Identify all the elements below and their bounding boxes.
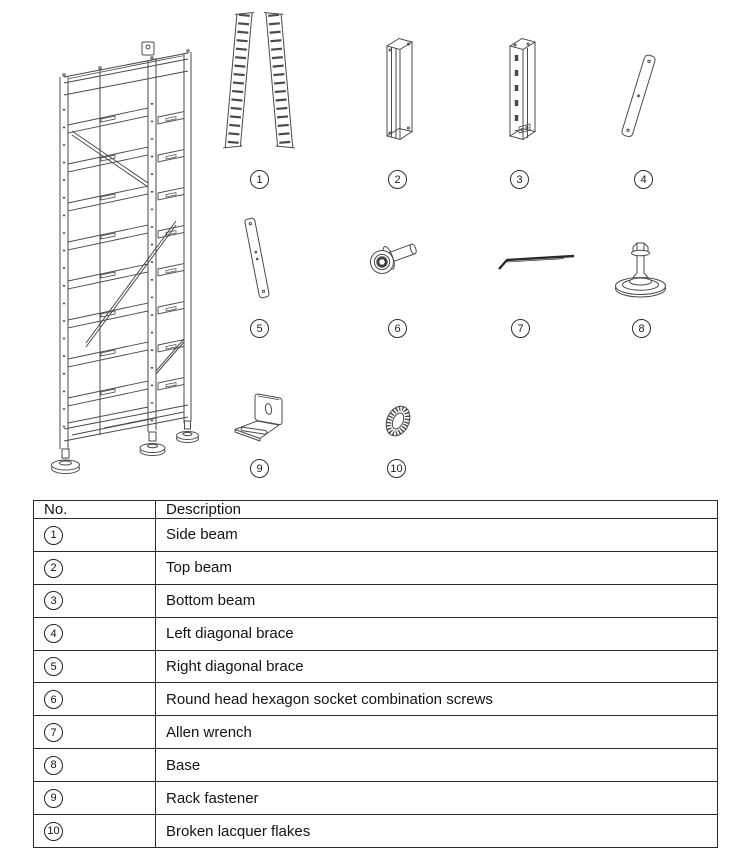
side-beam-drawing bbox=[220, 8, 298, 160]
row-description-cell: Bottom beam bbox=[156, 584, 718, 617]
table-row bbox=[34, 749, 718, 782]
col-header-no: No. bbox=[34, 501, 156, 519]
row-no-cell bbox=[34, 551, 156, 584]
row-description-cell: Base bbox=[156, 749, 718, 782]
row-number-badge: 3 bbox=[44, 591, 63, 610]
row-description-cell: Broken lacquer flakes bbox=[156, 815, 718, 848]
row-number-badge: 9 bbox=[44, 789, 63, 808]
table-row bbox=[34, 782, 718, 815]
lacquer-flakes-drawing bbox=[378, 400, 418, 444]
col-header-description: Description bbox=[156, 501, 718, 519]
part-9-rack-fastener bbox=[230, 386, 292, 444]
table-row bbox=[34, 650, 718, 683]
table-row bbox=[34, 815, 718, 848]
base-drawing bbox=[611, 240, 671, 302]
rack-assembly-drawing bbox=[38, 25, 208, 495]
row-number-badge: 5 bbox=[44, 657, 63, 676]
part-3-label: 3 bbox=[510, 170, 529, 189]
row-number-badge: 10 bbox=[44, 822, 63, 841]
row-description-cell: Left diagonal brace bbox=[156, 617, 718, 650]
parts-table bbox=[33, 500, 718, 848]
part-5-right-diagonal-brace bbox=[238, 214, 278, 306]
table-row bbox=[34, 584, 718, 617]
part-7-label: 7 bbox=[511, 319, 530, 338]
bottom-beam-drawing bbox=[506, 33, 538, 145]
row-description-cell: Rack fastener bbox=[156, 782, 718, 815]
screw-drawing bbox=[368, 235, 426, 281]
row-number-badge: 6 bbox=[44, 690, 63, 709]
part-10-label: 10 bbox=[387, 459, 406, 478]
part-2-top-beam bbox=[383, 33, 415, 145]
part-1-label: 1 bbox=[250, 170, 269, 189]
part-2-label: 2 bbox=[388, 170, 407, 189]
row-description-cell: Side beam bbox=[156, 519, 718, 552]
part-6-combination-screw bbox=[368, 235, 426, 281]
table-header-row bbox=[34, 501, 718, 519]
row-number-badge: 2 bbox=[44, 559, 63, 578]
row-description-cell: Right diagonal brace bbox=[156, 650, 718, 683]
row-number-badge: 1 bbox=[44, 526, 63, 545]
rack-frame bbox=[52, 42, 199, 474]
left-diagonal-brace-drawing bbox=[610, 50, 668, 142]
row-no-cell bbox=[34, 650, 156, 683]
part-10-broken-lacquer-flakes bbox=[378, 400, 418, 444]
table-row bbox=[34, 683, 718, 716]
row-no-cell bbox=[34, 782, 156, 815]
row-no-cell bbox=[34, 683, 156, 716]
row-no-cell bbox=[34, 749, 156, 782]
part-4-label: 4 bbox=[634, 170, 653, 189]
row-description-cell: Top beam bbox=[156, 551, 718, 584]
rack-drawing-svg bbox=[38, 25, 208, 495]
part-1-side-beam bbox=[220, 8, 298, 160]
table-row bbox=[34, 617, 718, 650]
row-no-cell bbox=[34, 716, 156, 749]
row-description-cell: Allen wrench bbox=[156, 716, 718, 749]
row-number-badge: 7 bbox=[44, 723, 63, 742]
part-7-allen-wrench bbox=[494, 248, 578, 274]
row-description-cell: Round head hexagon socket combination screws bbox=[156, 683, 718, 716]
row-no-cell bbox=[34, 519, 156, 552]
table-row bbox=[34, 519, 718, 552]
allen-wrench-drawing bbox=[494, 248, 578, 274]
table-row bbox=[34, 551, 718, 584]
rack-fastener-drawing bbox=[230, 386, 292, 444]
part-8-label: 8 bbox=[632, 319, 651, 338]
row-number-badge: 8 bbox=[44, 756, 63, 775]
row-no-cell bbox=[34, 617, 156, 650]
right-diagonal-brace-drawing bbox=[238, 214, 278, 306]
part-6-label: 6 bbox=[388, 319, 407, 338]
top-beam-drawing bbox=[383, 33, 415, 145]
table-row bbox=[34, 716, 718, 749]
part-4-left-diagonal-brace bbox=[610, 50, 668, 142]
part-5-label: 5 bbox=[250, 319, 269, 338]
part-8-base bbox=[611, 240, 671, 302]
row-no-cell bbox=[34, 815, 156, 848]
part-3-bottom-beam bbox=[506, 33, 538, 145]
row-number-badge: 4 bbox=[44, 624, 63, 643]
row-no-cell bbox=[34, 584, 156, 617]
part-9-label: 9 bbox=[250, 459, 269, 478]
